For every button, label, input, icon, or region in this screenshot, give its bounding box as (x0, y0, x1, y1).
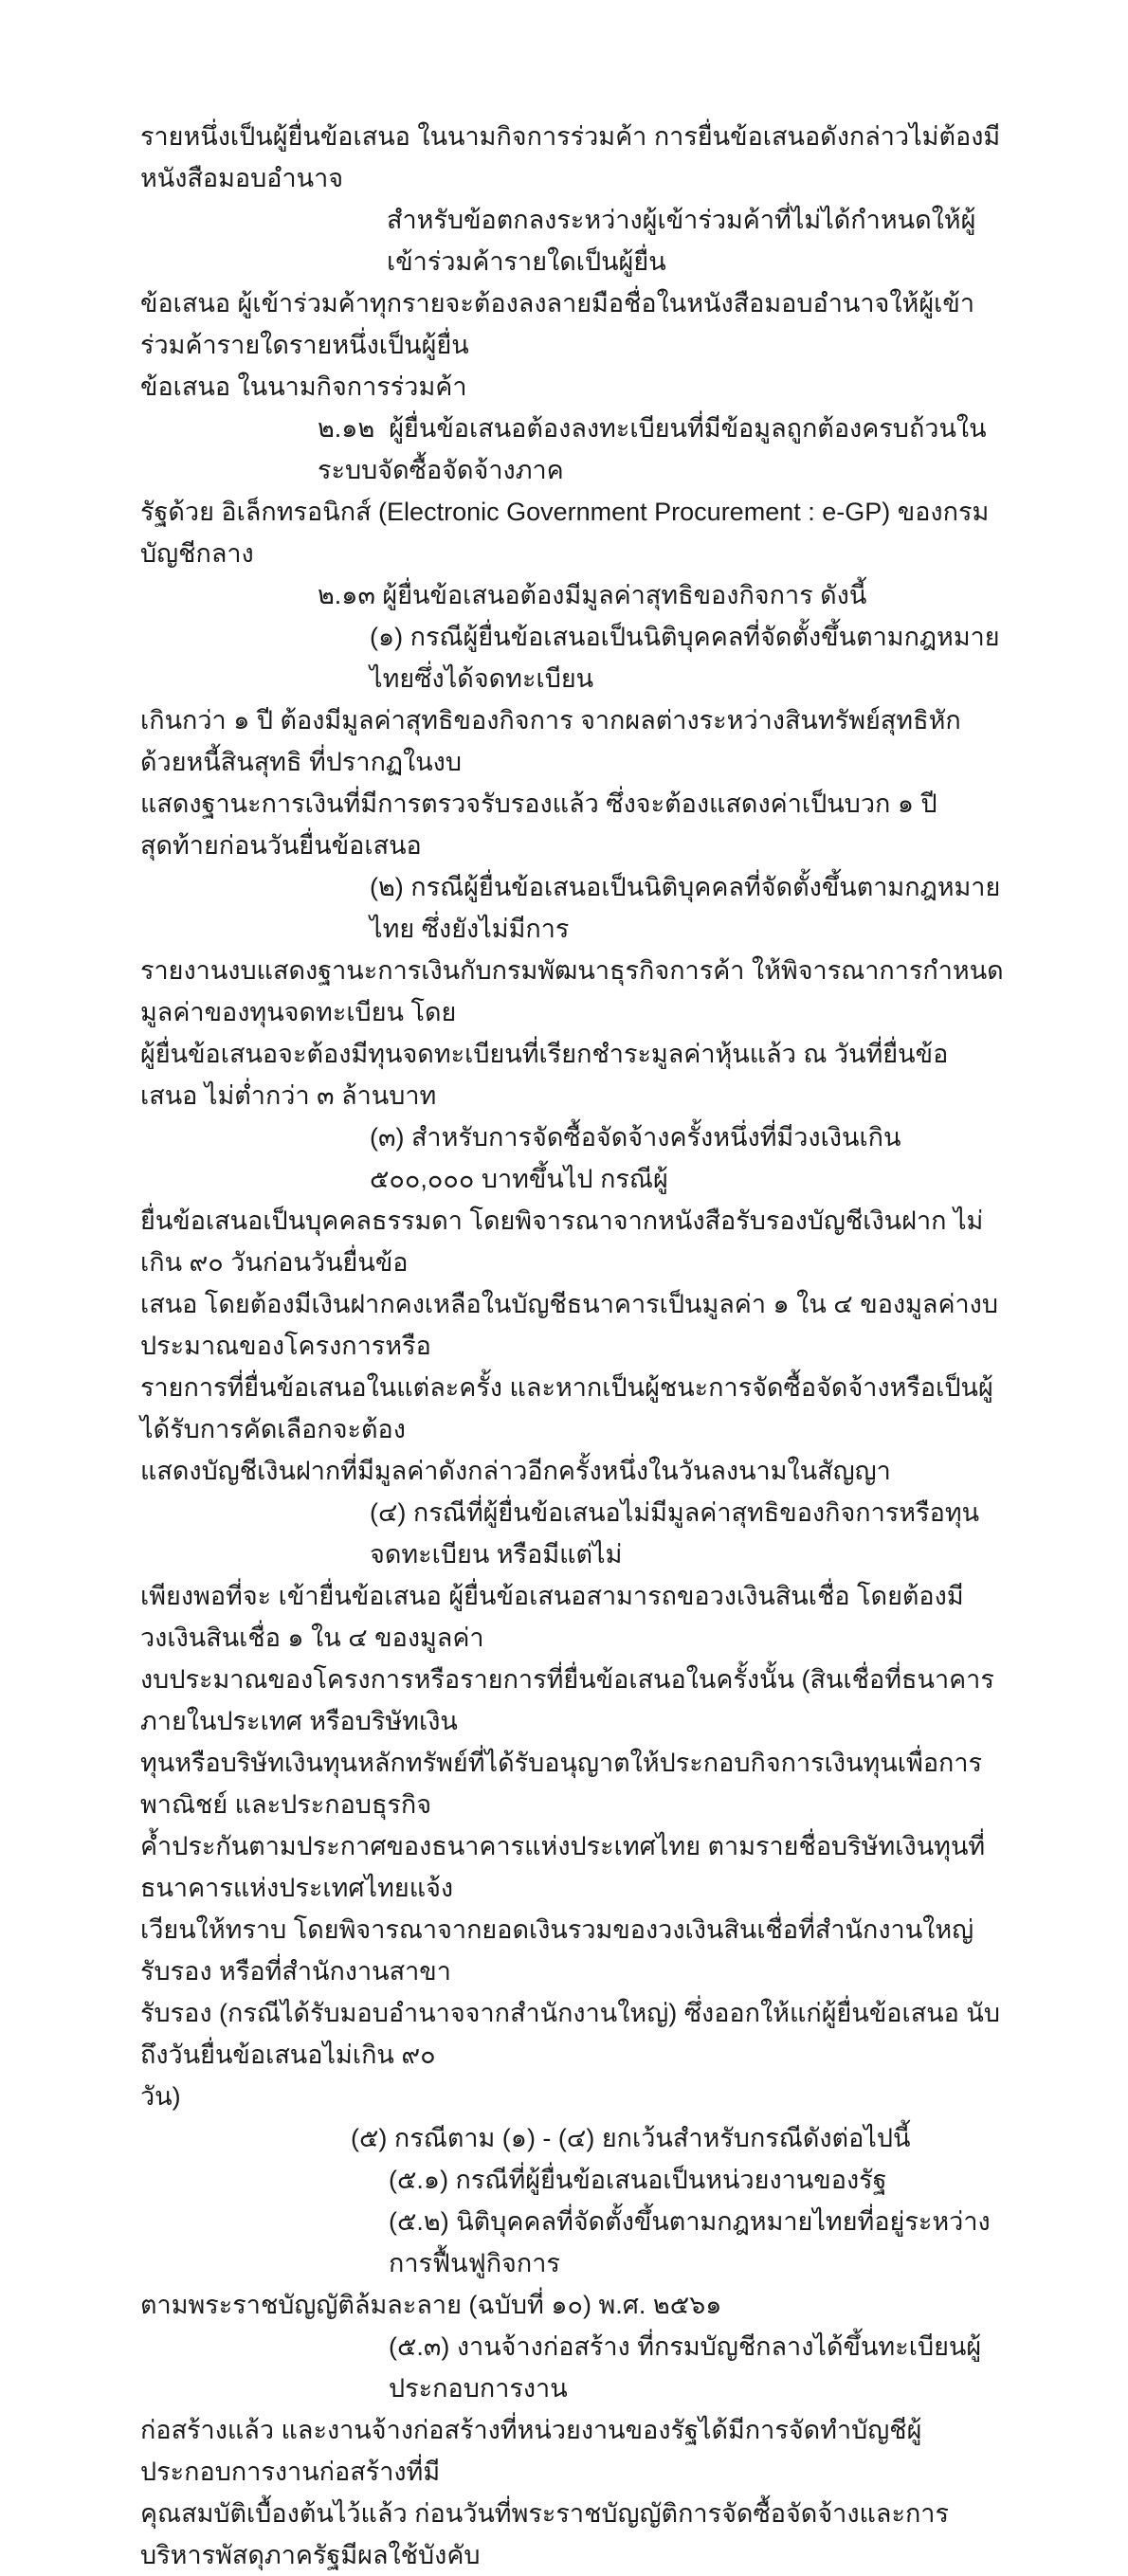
text-line: แสดงบัญชีเงินฝากที่มีมูลค่าดังกล่าวอีกครั้งหนึ่งในวันลงนามในสัญญา (140, 1457, 891, 1485)
text-line: (๑) กรณีผู้ยื่นข้อเสนอเป็นนิติบุคคลที่จัดตั้งขึ้นตามกฎหมายไทยซึ่งได้จดทะเบียน (370, 623, 1000, 693)
text-line: เสนอ โดยต้องมีเงินฝากคงเหลือในบัญชีธนาคารเป็นมูลค่า ๑ ใน ๔ ของมูลค่างบประมาณของโครงการหรือ (140, 1290, 998, 1360)
text-line: รัฐด้วย อิเล็กทรอนิกส์ (Electronic Government Procurement : e-GP) ของกรมบัญชีกลาง (140, 498, 990, 568)
text-line: ยื่นข้อเสนอเป็นบุคคลธรรมดา โดยพิจารณาจากหนังสือรับรองบัญชีเงินฝาก ไม่เกิน ๙๐ วันก่อนวันยื่นข้อ (140, 1206, 984, 1277)
text-line: (๕.๑) กรณีที่ผู้ยื่นข้อเสนอเป็นหน่วยงานของรัฐ (389, 2166, 887, 2194)
text-line: (๒) กรณีผู้ยื่นข้อเสนอเป็นนิติบุคคลที่จัดตั้งขึ้นตามกฎหมายไทย ซึ่งยังไม่มีการ (370, 873, 1001, 943)
text-line: รายงานงบแสดงฐานะการเงินกับกรมพัฒนาธุรกิจการค้า ให้พิจารณาการกำหนดมูลค่าของทุนจดทะเบียน โดย (140, 956, 1004, 1026)
text-line: ข้อเสนอ ในนามกิจการร่วมค้า (140, 372, 467, 401)
text-line: (๓) สำหรับการจัดซื้อจัดจ้างครั้งหนึ่งที่มีวงเงินเกิน ๕๐๐,๐๐๐ บาทขึ้นไป กรณีผู้ (370, 1123, 908, 1193)
text-line: ก่อสร้างแล้ว และงานจ้างก่อสร้างที่หน่วยงานของรัฐได้มีการจัดทำบัญชีผู้ประกอบการงานก่อสร้างที่มี (140, 2416, 922, 2486)
text-line: เพียงพอที่จะ เข้ายื่นข้อเสนอ ผู้ยื่นข้อเสนอสามารถขอวงเงินสินเชื่อ โดยต้องมีวงเงินสินเชื่อ ๑ ใน ๔ ของมูลค่า (140, 1582, 964, 1652)
text-line: (๔) กรณีที่ผู้ยื่นข้อเสนอไม่มีมูลค่าสุทธิของกิจการหรือทุนจดทะเบียน หรือมีแต่ไม่ (370, 1498, 980, 1569)
text-line: รายการที่ยื่นข้อเสนอในแต่ละครั้ง และหากเป็นผู้ชนะการจัดซื้อจัดจ้างหรือเป็นผู้ได้รับการคัดเลือกจะต้อง (140, 1373, 993, 1443)
text-line: (๕.๒) นิติบุคคลที่จัดตั้งขึ้นตามกฎหมายไทยที่อยู่ระหว่างการฟื้นฟูกิจการ (389, 2207, 991, 2277)
text-line: เวียนให้ทราบ โดยพิจารณาจากยอดเงินรวมของวงเงินสินเชื่อที่สำนักงานใหญ่รับรอง หรือที่สำนักงานสาขา (140, 1915, 974, 1986)
text-line: ทุนหรือบริษัทเงินทุนหลักทรัพย์ที่ได้รับอนุญาตให้ประกอบกิจการเงินทุนเพื่อการพาณิชย์ และประกอบธุรกิจ (140, 1749, 983, 1819)
text-line: ผู้ยื่นข้อเสนอจะต้องมีทุนจดทะเบียนที่เรียกชำระมูลค่าหุ้นแล้ว ณ วันที่ยื่นข้อเสนอ ไม่ต่ำกว่า ๓ ล้านบาท (140, 1040, 949, 1110)
text-line: ตามพระราชบัญญัติล้มละลาย (ฉบับที่ ๑๐) พ.ศ. ๒๕๖๑ (140, 2291, 722, 2319)
text-line: งบประมาณของโครงการหรือรายการที่ยื่นข้อเสนอในครั้งนั้น (สินเชื่อที่ธนาคารภายในประเทศ หรือบริษัทเงิน (140, 1665, 994, 1735)
text-line: (๕.๓) งานจ้างก่อสร้าง ที่กรมบัญชีกลางได้ขึ้นทะเบียนผู้ประกอบการงาน (389, 2332, 982, 2403)
text-line: เกินกว่า ๑ ปี ต้องมีมูลค่าสุทธิของกิจการ จากผลต่างระหว่างสินทรัพย์สุทธิหักด้วยหนี้สินสุทธิ ที่ปรากฏในงบ (140, 706, 961, 776)
text-line: คุณสมบัติเบื้องต้นไว้แล้ว ก่อนวันที่พระราชบัญญัติการจัดซื้อจัดจ้างและการบริหารพัสดุภาครัฐมีผลใช้บังคับ (140, 2499, 949, 2569)
text-line: (๕) กรณีตาม (๑) - (๔) ยกเว้นสำหรับกรณีดังต่อไปนี้ (351, 2124, 911, 2152)
text-line: รับรอง (กรณีได้รับมอบอำนาจจากสำนักงานใหญ่) ซึ่งออกให้แก่ผู้ยื่นข้อเสนอ นับถึงวันยื่นข้อเสนอไม่เกิน ๙๐ (140, 1999, 1000, 2069)
text-line: รายหนึ่งเป็นผู้ยื่นข้อเสนอ ในนามกิจการร่วมค้า การยื่นข้อเสนอดังกล่าวไม่ต้องมีหนังสือมอบอำนาจ (140, 122, 1001, 192)
text-line: ๒.๑๒ ผู้ยื่นข้อเสนอต้องลงทะเบียนที่มีข้อมูลถูกต้องครบถ้วนในระบบจัดซื้อจัดจ้างภาค (318, 414, 987, 484)
text-line: ค้ำประกันตามประกาศของธนาคารแห่งประเทศไทย ตามรายชื่อบริษัทเงินทุนที่ธนาคารแห่งประเทศไทยแจ้ง (140, 1832, 986, 1902)
text-line: วัน) (140, 2082, 181, 2111)
text-line: สำหรับข้อตกลงระหว่างผู้เข้าร่วมค้าที่ไม่ได้กำหนดให้ผู้เข้าร่วมค้ารายใดเป็นผู้ยื่น (387, 206, 976, 276)
text-line: ข้อเสนอ ผู้เข้าร่วมค้าทุกรายจะต้องลงลายมือชื่อในหนังสือมอบอำนาจให้ผู้เข้าร่วมค้ารายใดรายหนึ่งเป็นผู้ยื่น (140, 289, 974, 359)
text-line: แสดงฐานะการเงินที่มีการตรวจรับรองแล้ว ซึ่งจะต้องแสดงค่าเป็นบวก ๑ ปีสุดท้ายก่อนวันยื่นข้อเสนอ (140, 789, 937, 860)
text-line: ๒.๑๓ ผู้ยื่นข้อเสนอต้องมีมูลค่าสุทธิของกิจการ ดังนี้ (318, 581, 867, 609)
